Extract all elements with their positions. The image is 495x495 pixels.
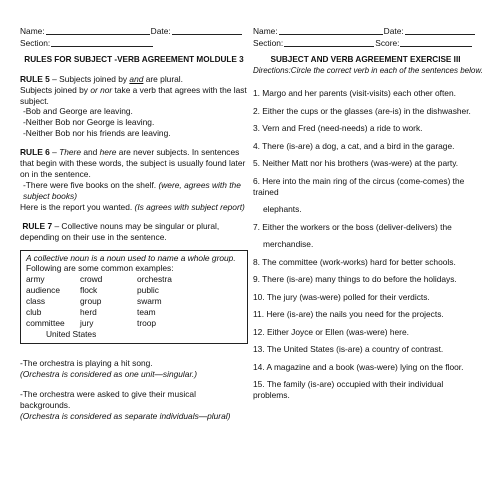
exercise-item: 13. The United States (is-are) a country of contrast. [253,344,444,355]
rule-5-example: -Neither Bob nor his friends are leaving. [23,128,171,139]
rules-column [20,26,248,422]
collective-noun-definition: A collective noun is a noun used to name a whole group. [26,252,236,263]
exercise-item-continuation: elephants. [263,204,302,215]
exercise-item: 3. Vern and Fred (need-needs) a ride to work. [253,123,423,134]
rule-5-label: RULE 5 [20,73,50,84]
right-section-blank[interactable] [284,38,374,47]
left-name-blank[interactable] [46,26,150,35]
examples-intro: Following are some common examples: [26,263,174,274]
exercise-item: 4. There (is-are) a dog, a cat, and a bird in the garage. [253,140,455,151]
rule-5-text-a: – Subjects joined by [49,73,130,84]
right-section-label: Section: [253,38,284,48]
rules-title: RULES FOR SUBJECT -VERB AGREEMENT MOLDULE 3 [24,55,244,64]
exercise-title: SUBJECT AND VERB AGREEMENT EXERCISE III [270,55,461,64]
collective-noun: flock [80,285,98,296]
right-score-blank[interactable] [400,38,472,47]
rule-6-there: There [59,147,81,158]
example-sentence: -The orchestra were asked to give their musical backgrounds. [20,388,196,410]
right-date-label: Date: [383,26,404,36]
collective-noun: army [26,274,45,285]
left-date-label: Date: [150,26,171,36]
collective-noun: audience [26,285,60,296]
exercise-item: 10. The jury (was-were) polled for their verdicts. [253,291,430,302]
collective-example [20,358,248,380]
example-note: (Orchestra is considered as one unit—singular.) [20,368,198,379]
exercise-column [253,26,483,408]
rule-5-example: -Neither Bob nor George is leaving. [23,117,155,128]
example-note: (Orchestra is considered as separate individuals—plural) [20,410,231,421]
exercise-item: 14. A magazine and a book (was-were) lying on the floor. [253,361,464,372]
left-name-date-line [20,26,248,38]
exercise-item: 6. Here into the main ring of the circus (come-comes) the trained [253,175,465,197]
collective-noun: jury [80,318,94,329]
rule-7 [20,221,248,243]
collective-noun: club [26,307,42,318]
rule-6-text-b: and [81,147,100,158]
exercise-item-continuation: merchandise. [263,239,314,250]
right-name-blank[interactable] [279,26,383,35]
rule-5 [20,74,248,140]
collective-noun: committee [26,318,65,329]
rule-6-example: Here is the report you wanted. [20,201,135,212]
exercise-item: 1. Margo and her parents (visit-visits) each other often. [253,88,456,99]
collective-noun: orchestra [137,274,172,285]
collective-noun: swarm [137,296,162,307]
exercise-items [253,88,478,401]
collective-noun: herd [80,307,97,318]
collective-noun-box [20,250,248,344]
rule-5-and: and [129,73,144,84]
exercise-directions: Directions:Circle the correct verb in each of the sentences below. [253,65,483,75]
right-section-score-line [253,38,478,50]
exercise-item: 7. Either the workers or the boss (deliver-delivers) the [253,221,452,232]
left-section-line [20,38,248,50]
exercise-item-multiline [253,222,478,250]
exercise-item: 8. The committee (work-works) hard for better schools. [253,256,456,267]
rule-6-example-note: (were, agrees with the subject books) [23,179,241,201]
rule-5-or-nor: or nor [90,84,113,95]
right-score-label: Score: [375,38,400,48]
rule-6 [20,147,248,213]
rule-6-text-a: – [49,147,60,158]
collective-noun-list [26,274,242,329]
rule-6-label: RULE 6 [20,147,50,158]
rule-6-example-note: (Is agrees with subject report) [134,201,245,212]
exercise-item: 12. Either Joyce or Ellen (was-were) here. [253,326,409,337]
collective-noun: United States [46,329,97,340]
exercise-item: 9. There (is-are) many things to do before the holidays. [253,274,457,285]
right-name-date-line [253,26,478,38]
collective-noun: class [26,296,46,307]
exercise-item: 5. Neither Matt nor his brothers (was-were) at the party. [253,158,459,169]
collective-noun: group [80,296,102,307]
rule-5-example: -Bob and George are leaving. [23,106,133,117]
collective-noun: crowd [80,274,103,285]
left-date-blank[interactable] [172,26,242,35]
rule-7-label: RULE 7 [22,220,53,231]
exercise-item: 11. Here (is-are) the nails you need for the projects. [253,309,444,320]
rule-5-line2-a: Subjects joined by [20,84,91,95]
exercise-item-multiline [253,176,478,215]
collective-example [20,389,248,422]
collective-noun: team [137,307,156,318]
collective-noun: troop [137,318,157,329]
exercise-item: 15. The family (is-are) occupied with their individual problems. [253,379,444,401]
exercise-item: 2. Either the cups or the glasses (are-is) in the dishwasher. [253,105,471,116]
left-name-label: Name: [20,26,45,36]
right-date-blank[interactable] [405,26,475,35]
rule-6-example: -There were five books on the shelf. [23,179,159,190]
rule-6-here: here [99,147,117,158]
collective-noun: public [137,285,159,296]
right-name-label: Name: [253,26,278,36]
rule-7-text: – Collective nouns may be singular or plural, depending on their use in the sentence. [20,220,220,242]
rule-6-text-c: are never subjects. In sentences that begin with these words, the subject is usually found later on in the sentence. [20,147,246,180]
rule-5-text-b: are plural. [143,73,183,84]
left-section-blank[interactable] [51,38,153,47]
example-sentence: -The orchestra is playing a hit song. [20,357,153,368]
rule-5-line2-b: take a verb that agrees with the last subject. [20,84,247,106]
left-section-label: Section: [20,38,51,48]
